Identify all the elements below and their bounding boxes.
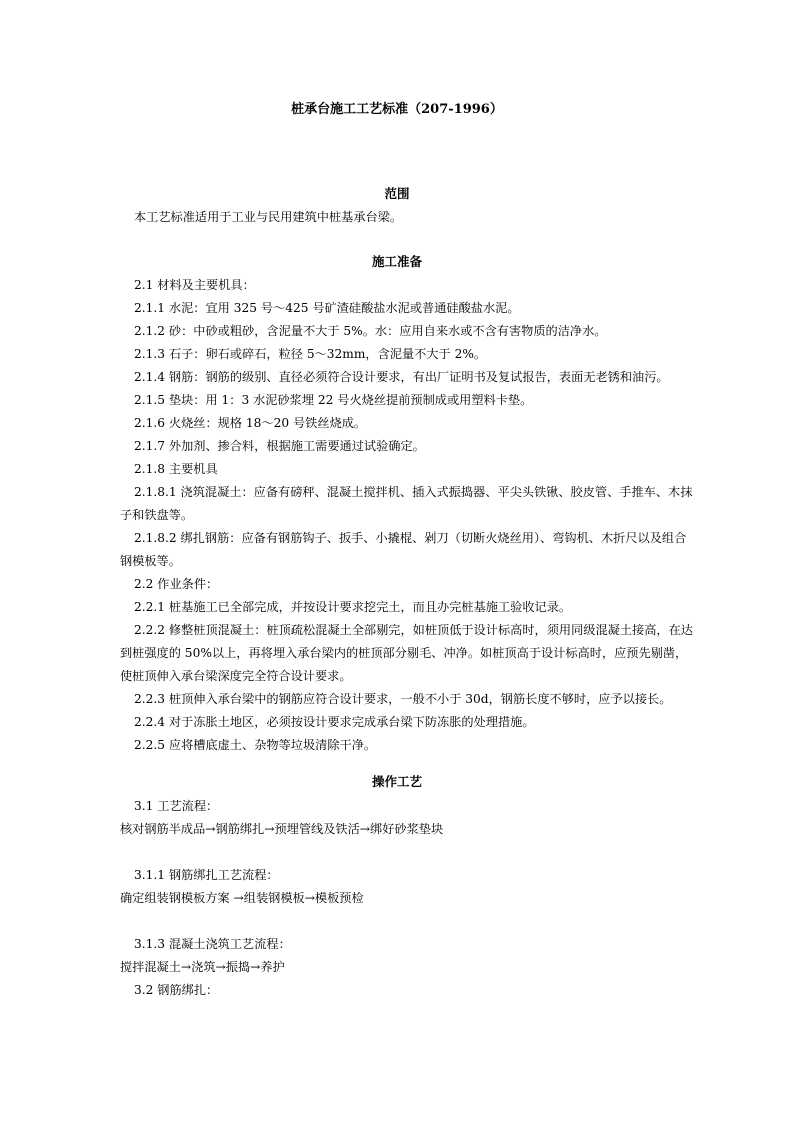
section-heading-preparation: 施工准备 — [371, 254, 422, 269]
paragraph-line: 确定组装钢模板方案 →组装钢模板→模板预检 — [120, 891, 364, 905]
paragraph-line: 2.1.3 石子：卵石或碎石，粒径 5～32mm，含泥量不大于 2%。 — [134, 347, 487, 361]
paragraph-line: 2.1.5 垫块：用 1：3 水泥砂浆埋 22 号火烧丝提前预制成或用塑料卡垫。 — [134, 393, 533, 407]
paragraph-line: 2.2.1 桩基施工已全部完成，并按设计要求挖完土，而且办完桩基施工验收记录。 — [134, 600, 572, 614]
paragraph-line: 2.1.4 钢筋：钢筋的级别、直径必须符合设计要求，有出厂证明书及复试报告，表面无老锈和油污。 — [134, 370, 669, 384]
section-heading-operation: 操作工艺 — [371, 774, 422, 789]
paragraph-line: 2.1 材料及主要机具： — [134, 278, 255, 292]
paragraph-line: 本工艺标准适用于工业与民用建筑中桩基承台梁。 — [134, 210, 403, 224]
paragraph-line: 2.1.2 砂：中砂或粗砂，含泥量不大于 5%。水：应用自来水或不含有害物质的洁净水。 — [134, 324, 607, 338]
paragraph-line: 3.2 钢筋绑扎： — [134, 983, 219, 997]
section-heading-scope: 范围 — [384, 186, 410, 201]
paragraph-line: 到桩强度的 50%以上，再将埋入承台梁内的桩顶部分剔毛、冲净。如桩顶高于设计标高时，应预先剔凿， — [120, 646, 688, 660]
document-title: 桩承台施工工艺标准（207-1996） — [291, 102, 503, 117]
paragraph-line: 核对钢筋半成品→钢筋绑扎→预埋管线及铁活→绑好砂浆垫块 — [120, 822, 444, 836]
paragraph-line: 3.1.1 钢筋绑扎工艺流程： — [134, 868, 279, 882]
paragraph-line: 子和铁盘等。 — [120, 508, 194, 522]
paragraph-line: 2.2.2 修整桩顶混凝土：桩顶疏松混凝土全部剔完，如桩顶低于设计标高时，须用同级混凝土接高，在达 — [134, 623, 693, 637]
paragraph-line: 2.1.8 主要机具 — [134, 462, 218, 476]
paragraph-line: 搅拌混凝土→浇筑→振捣→养护 — [120, 960, 285, 974]
paragraph-line: 2.2.5 应将槽底虚土、杂物等垃圾清除干净。 — [134, 738, 377, 752]
paragraph-line: 2.1.6 火烧丝：规格 18～20 号铁丝烧成。 — [134, 416, 367, 430]
paragraph-line: 钢模板等。 — [120, 554, 181, 568]
paragraph-line: 2.2.4 对于冻胀土地区，必须按设计要求完成承台梁下防冻胀的处理措施。 — [134, 715, 535, 729]
paragraph-line: 2.2.3 桩顶伸入承台梁中的钢筋应符合设计要求，一般不小于 30d，钢筋长度不够时，应予以接长。 — [134, 692, 672, 706]
paragraph-line: 2.1.8.2 绑扎钢筋：应备有钢筋钩子、扳手、小撬棍、剁刀（切断火烧丝用）、弯钩机、木折尺以及组合 — [134, 531, 687, 545]
paragraph-line: 2.1.8.1 浇筑混凝土：应备有磅秤、混凝土搅拌机、插入式振捣器、平尖头铁锹、胶皮管、手推车、木抹 — [134, 485, 693, 499]
paragraph-line: 使桩顶伸入承台梁深度完全符合设计要求。 — [120, 669, 352, 683]
paragraph-line: 3.1.3 混凝土浇筑工艺流程： — [134, 937, 291, 951]
paragraph-line: 3.1 工艺流程： — [134, 799, 219, 813]
paragraph-line: 2.1.1 水泥：宜用 325 号～425 号矿渣硅酸盐水泥或普通硅酸盐水泥。 — [134, 301, 520, 315]
paragraph-line: 2.2 作业条件： — [134, 577, 219, 591]
paragraph-line: 2.1.7 外加剂、掺合料，根据施工需要通过试验确定。 — [134, 439, 425, 453]
